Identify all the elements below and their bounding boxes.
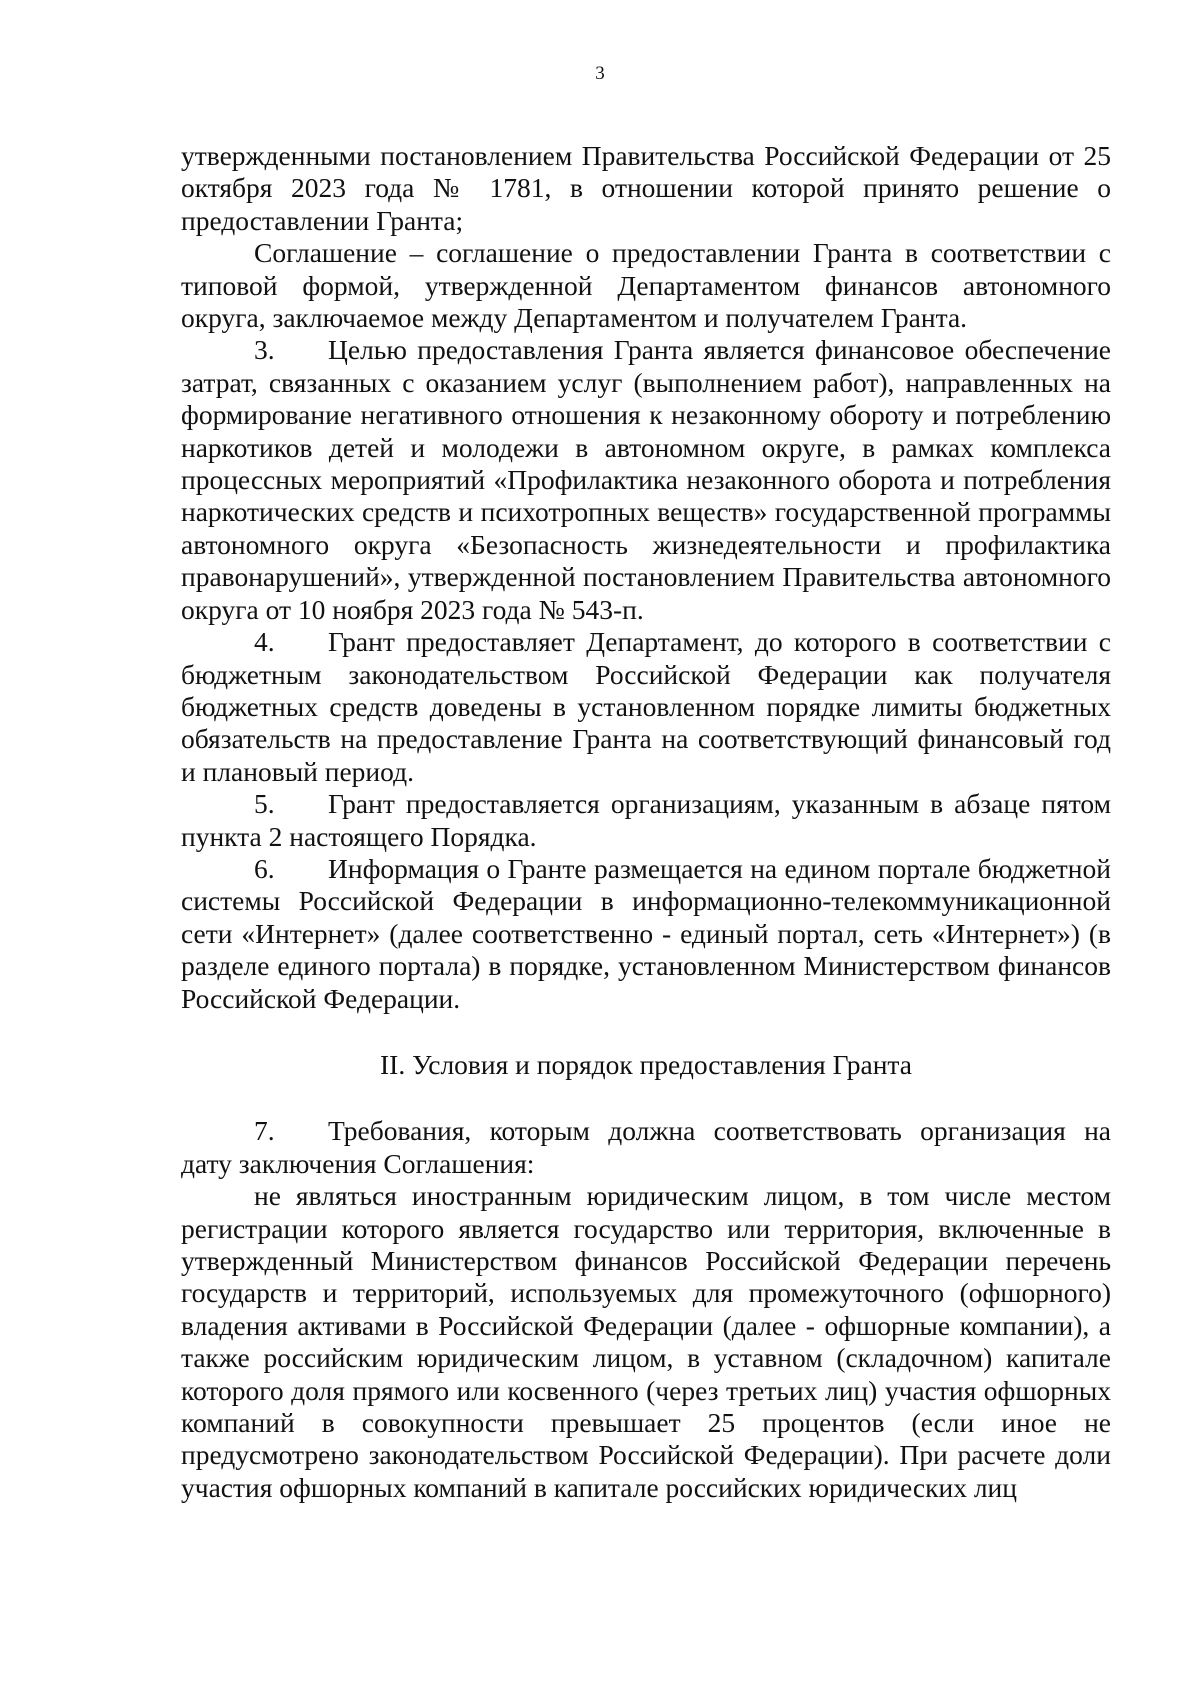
- paragraph-agreement-definition: [181, 237, 1111, 334]
- paragraph-text: Требования, которым должна соответствовать организация на дату заключения Соглашения:: [181, 1115, 1111, 1179]
- paragraph-text: Грант предоставляется организациям, указанным в абзаце пятом пункта 2 настоящего Порядка.: [181, 788, 1111, 852]
- paragraph-text: утвержденными постановлением Правительства Российской Федерации от 25 октября 2023 года № 1781, в отношении которой принято решение о предоставлении Гранта;: [181, 140, 1111, 236]
- paragraph-item-3: [181, 334, 1111, 626]
- item-number: 7.: [254, 1115, 275, 1147]
- paragraph-text: Целью предоставления Гранта является финансовое обеспечение затрат, связанных с оказанием услуг (выполнением работ), направленных на формирование негативного отношения к незаконному обороту и потреблению наркотиков детей и молодежи в автономном округе, в рамках комплекса процессных мероприятий «Профилактика незаконного оборота и потребления наркотических средств и психотропных веществ» государственной программы автономного округа «Безопасность жизнедеятельности и профилактика правонарушений», утвержденной постановлением Правительства автономного округа от 10 ноября 2023 года № 543-п.: [181, 334, 1111, 625]
- paragraph-text: Информация о Гранте размещается на едином портале бюджетной системы Российской Федерации в информационно-телекоммуникационной сети «Интернет» (далее соответственно - единый портал, сеть «Интернет») (в разделе единого портала) в порядке, установленном Министерством финансов Российской Федерации.: [181, 852, 1111, 1014]
- paragraph-text: Соглашение – соглашение о предоставлении Гранта в соответствии с типовой формой, утвержденной Департаментом финансов автономного округа, заключаемое между Департаментом и получателем Гранта.: [181, 237, 1111, 334]
- paragraph-item-6: [181, 853, 1111, 1015]
- document-body: [181, 140, 1111, 1504]
- paragraph-continuation: [181, 140, 1111, 237]
- page-number: 3: [595, 63, 605, 84]
- item-number: 6.: [254, 852, 275, 884]
- paragraph-offshore-requirement: [181, 1180, 1111, 1504]
- item-number: 4.: [254, 626, 275, 658]
- paragraph-item-4: [181, 626, 1111, 788]
- paragraph-item-5: [181, 788, 1111, 853]
- section-heading: II. Условия и порядок предоставления Гранта: [380, 1048, 912, 1080]
- paragraph-text: Грант предоставляет Департамент, до которого в соответствии с бюджетным законодательством Российской Федерации как получателя бюджетных средств доведены в установленном порядке лимиты бюджетных обязательств на предоставление Гранта на соответствующий финансовый год и плановый период.: [181, 626, 1111, 787]
- item-number: 5.: [254, 788, 275, 820]
- paragraph-text: не являться иностранным юридическим лицом, в том числе местом регистрации которого является государство или территория, включенные в утвержденный Министерством финансов Российской Федерации перечень государств и территорий, используемых для промежуточного (офшорного) владения активами в Российской Федерации (далее - офшорные компании), а также российским юридическим лицом, в уставном (складочном) капитале которого доля прямого или косвенного (через третьих лиц) участия офшорных компаний в совокупности превышает 25 процентов (если иное не предусмотрено законодательством Российской Федерации). При расчете доли участия офшорных компаний в капитале российских юридических лиц: [181, 1180, 1111, 1503]
- item-number: 3.: [254, 334, 275, 366]
- paragraph-item-7: [181, 1115, 1111, 1180]
